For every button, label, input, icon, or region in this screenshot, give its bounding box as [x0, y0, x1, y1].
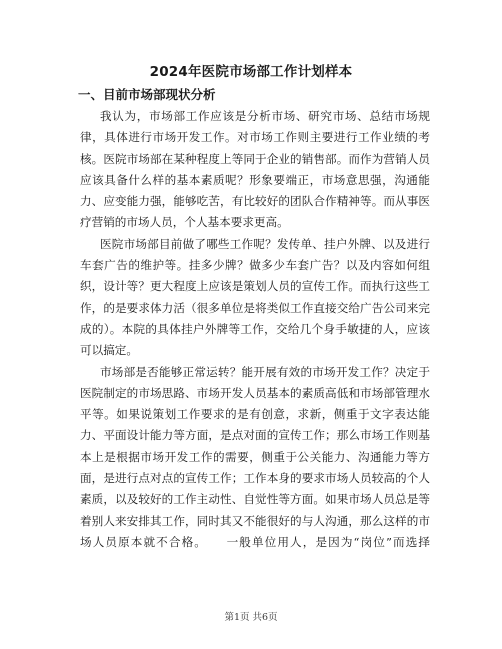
text-line: 可以搞定。: [80, 343, 138, 358]
text-line: 作，的是要求体力活（很多单位是将类似工作直接交给广告公司来完: [80, 300, 430, 315]
text-line: 应该具备什么样的基本素质呢？形象要端正，市场意思强，沟通能: [80, 172, 430, 187]
text-line: 力、平面设计能力等方面，是点对面的宣传工作；那么市场工作则基: [80, 428, 430, 443]
text-line: 织，设计等？更大程度上应该是策划人员的宣传工作。而执行这些工: [80, 279, 430, 294]
text-line: 车套广告的维护等。挂多少牌？做多少车套广告？以及内容如何组: [80, 258, 430, 273]
text-line: 医院制定的市场思路、市场开发人员基本的素质高低和市场部管理水: [80, 385, 430, 400]
text-line: 力、应变能力强，能够吃苦，有比较好的团队合作精神等。而从事医: [80, 194, 430, 209]
section-heading: 一、目前市场部现状分析: [78, 87, 216, 102]
text-line: 我认为，市场部工作应该是分析市场、研究市场、总结市场规: [100, 109, 430, 123]
document-title: 2024年医院市场部工作计划样本: [149, 64, 353, 80]
text-line: 场人员原本就不合格。 一般单位用人，是因为“岗位”而选择: [80, 534, 430, 549]
text-line: 疗营销的市场人员，个人基本要求更高。: [80, 215, 289, 230]
text-line: 成的）。本院的具体挂户外牌等工作，交给几个身手敏捷的人，应该: [80, 321, 430, 336]
text-line: 市场部是否能够正常运转？能开展有效的市场开发工作？决定于: [100, 364, 430, 379]
text-line: 医院市场部目前做了哪些工作呢？发传单、挂户外牌、以及进行: [100, 236, 430, 251]
text-line: 核。医院市场部在某种程度上等同于企业的销售部。而作为营销人员: [80, 151, 430, 166]
text-line: 平等。如果说策划工作要求的是有创意，求新，侧重于文字表达能: [80, 407, 430, 422]
text-line: 素质，以及较好的工作主动性、自觉性等方面。如果市场人员总是等: [80, 492, 430, 507]
text-line: 律，具体进行市场开发工作。对市场工作则主要进行工作业绩的考: [80, 130, 430, 145]
body-text: [80, 106, 430, 553]
text-line: 着别人来安排其工作，同时其又不能很好的与人沟通，那么这样的市: [80, 513, 430, 528]
text-line: 本上是根据市场开发工作的需要，侧重于公关能力、沟通能力等方: [80, 449, 430, 464]
page-footer: 第1页 共6页: [224, 612, 278, 623]
text-line: 面，是进行点对点的宣传工作；工作本身的要求市场人员较高的个人: [80, 471, 430, 486]
